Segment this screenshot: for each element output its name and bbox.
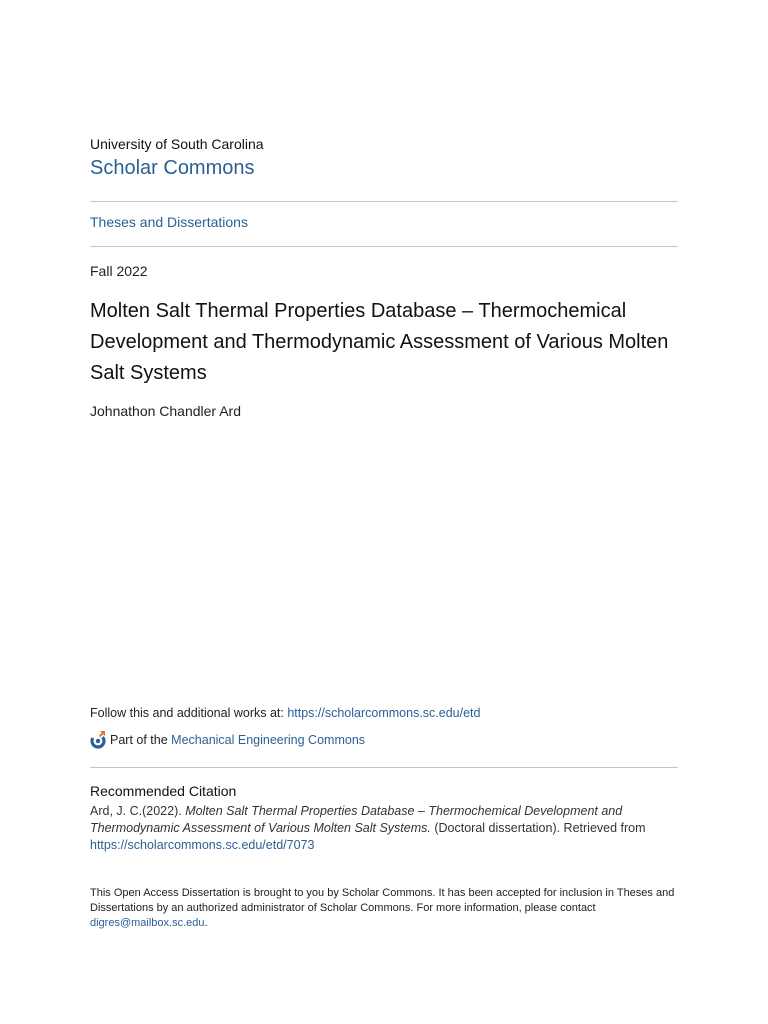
citation-suffix: (Doctoral dissertation). Retrieved from: [430, 821, 646, 835]
author-name: Johnathon Chandler Ard: [90, 403, 241, 419]
network-commons-icon: [90, 730, 108, 750]
citation-url-link[interactable]: https://scholarcommons.sc.edu/etd/7073: [90, 838, 315, 852]
repository-link[interactable]: Scholar Commons: [90, 157, 255, 179]
open-access-end: .: [204, 917, 208, 929]
publication-date: Fall 2022: [90, 263, 148, 279]
open-access-text: This Open Access Dissertation is brought to you by Scholar Commons. It has been accepted for inclusion in Theses and Dissertations by an authorized administrator of Scholar Commons. For more information, please contact: [90, 887, 675, 914]
citation-title: Molten Salt Thermal Properties Database – Thermochemical Development and Thermodynamic Assessment of Various Molten Salt Systems.: [90, 804, 623, 835]
citation-text: [90, 803, 678, 854]
follow-url-link[interactable]: https://scholarcommons.sc.edu/etd: [287, 706, 481, 720]
follow-line: [90, 706, 480, 720]
follow-prefix: Follow this and additional works at:: [90, 706, 288, 720]
institution-name: University of South Carolina: [90, 136, 264, 152]
divider-top: [90, 201, 678, 202]
cover-page: [90, 0, 678, 1024]
citation-authors: Ard, J. C.(2022).: [90, 804, 186, 818]
recommended-citation-heading: Recommended Citation: [90, 783, 237, 799]
open-access-note: [90, 886, 678, 931]
document-title: Molten Salt Thermal Properties Database – Thermochemical Development and Thermodynamic Assessment of Various Molten Salt Systems: [90, 300, 669, 384]
contact-email-link[interactable]: digres@mailbox.sc.edu: [90, 917, 205, 929]
mechanical-engineering-commons-link[interactable]: Mechanical Engineering Commons: [171, 733, 366, 747]
divider-middle: [90, 246, 678, 247]
part-of-line: [90, 730, 365, 750]
part-of-prefix: Part of the: [110, 733, 168, 747]
divider-bottom: [90, 767, 678, 768]
collection-link[interactable]: Theses and Dissertations: [90, 214, 248, 230]
